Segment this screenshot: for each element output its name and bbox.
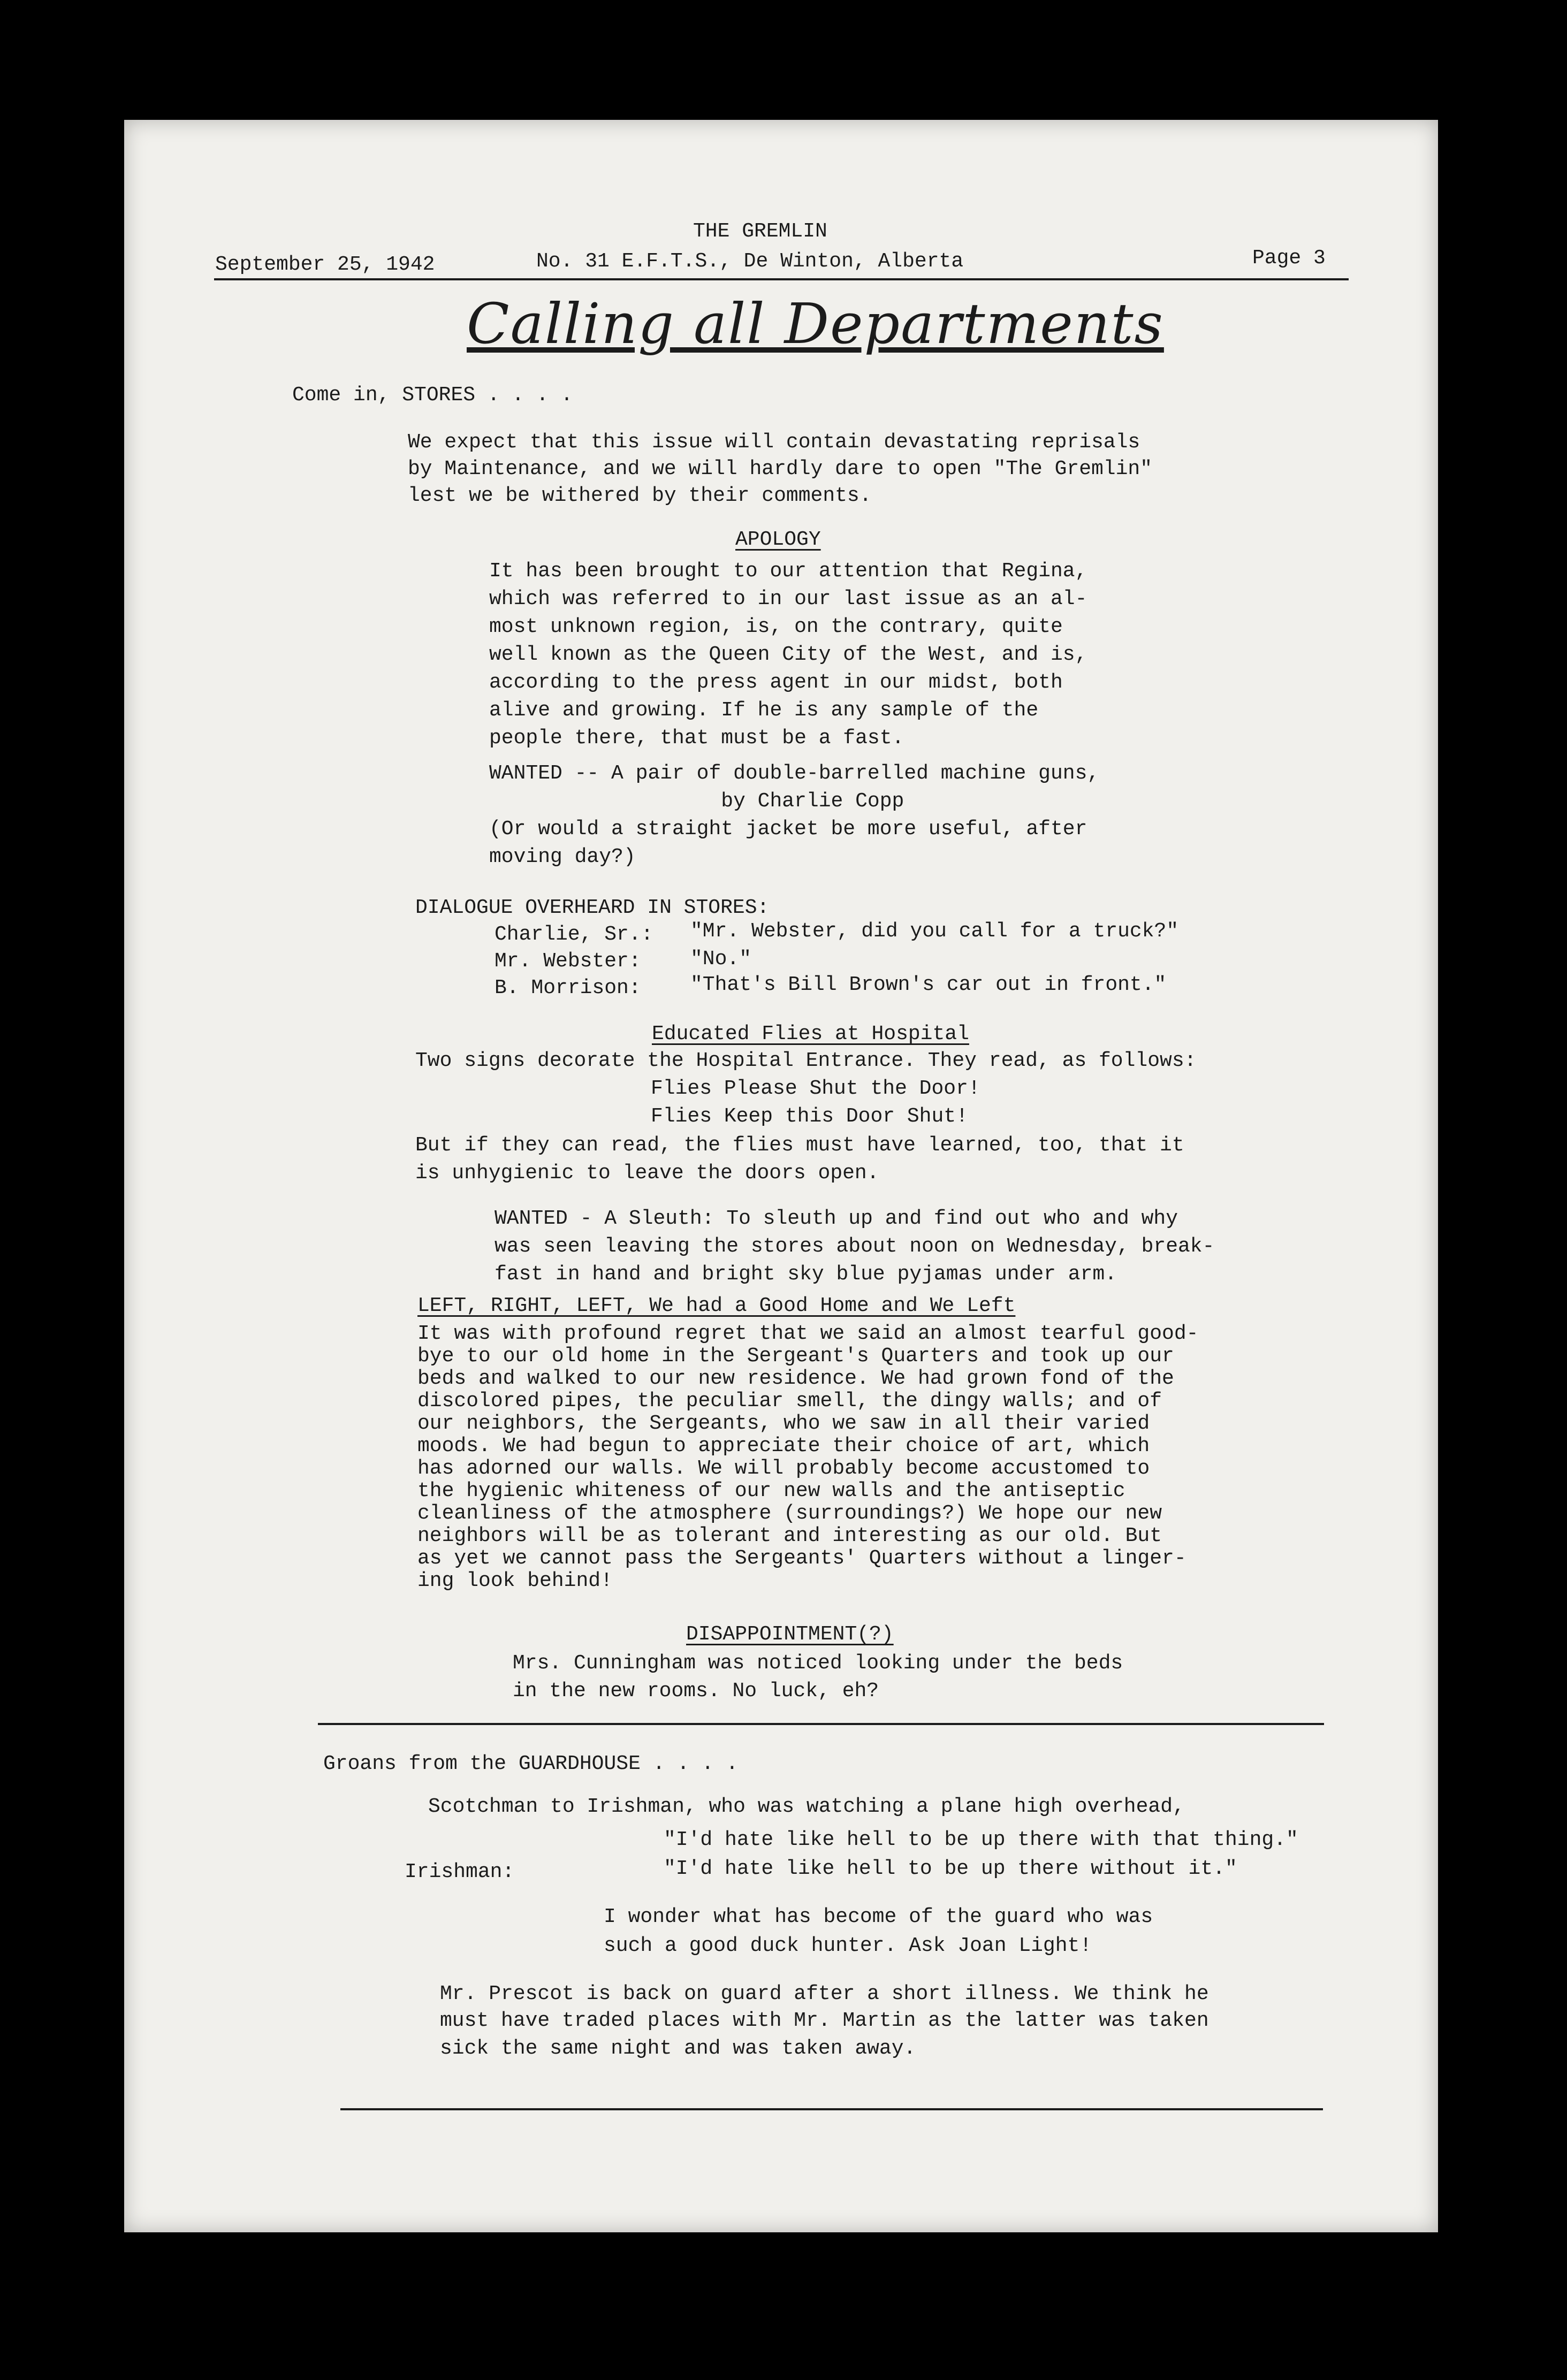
text-line: which was referred to in our last issue as an al- [489, 588, 1087, 611]
newsletter-title: THE GREMLIN [693, 220, 827, 243]
text-line: the hygienic whiteness of our new walls and the antiseptic [417, 1479, 1125, 1502]
text-line: WANTED -- A pair of double-barrelled machine guns, [489, 762, 1100, 785]
joke-scot-line: "I'd hate like hell to be up there with that thing." [664, 1828, 1298, 1851]
dialogue-speaker: Charlie, Sr.: [495, 923, 653, 946]
flies-sign: Flies Please Shut the Door! [651, 1077, 980, 1100]
bottom-rule [340, 2108, 1323, 2110]
unit-location: No. 31 E.F.T.S., De Winton, Alberta [536, 250, 964, 273]
text-line: fast in hand and bright sky blue pyjamas under arm. [495, 1263, 1117, 1286]
handwritten-headline: Calling all Departments [467, 291, 1164, 356]
text-line: as yet we cannot pass the Sergeants' Quarters without a linger- [417, 1547, 1186, 1570]
text-line: It has been brought to our attention that Regina, [489, 560, 1087, 583]
flies-outro: is unhygienic to leave the doors open. [415, 1162, 879, 1185]
left-right-body [417, 1323, 1198, 1592]
wanted-machine-guns [489, 760, 1099, 871]
flies-intro: Two signs decorate the Hospital Entrance. They read, as follows: [415, 1049, 1197, 1072]
apology-heading: APOLOGY [735, 528, 821, 551]
joke-intro: Scotchman to Irishman, who was watching a plane high overhead, [428, 1795, 1185, 1818]
apology-body [489, 558, 1087, 752]
dialogue-line: "No." [690, 948, 752, 971]
text-line: by Charlie Copp [489, 790, 904, 813]
guard-line: I wonder what has become of the guard who was [604, 1905, 1153, 1928]
text-line: beds and walked to our new residence. We had grown fond of the [417, 1367, 1174, 1390]
text-line: lest we be withered by their comments. [408, 484, 872, 507]
guard-line: such a good duck hunter. Ask Joan Light! [604, 1934, 1092, 1957]
section-intro-guardhouse: Groans from the GUARDHOUSE . . . . [323, 1752, 739, 1775]
prescot-line: must have traded places with Mr. Martin as the latter was taken [440, 2009, 1209, 2032]
prescot-line: Mr. Prescot is back on guard after a short illness. We think he [440, 1982, 1209, 2005]
text-line: most unknown region, is, on the contrary, quite [489, 615, 1063, 638]
text-line: people there, that must be a fast. [489, 727, 904, 750]
text-line: bye to our old home in the Sergeant's Quarters and took up our [417, 1345, 1174, 1368]
text-line: according to the press agent in our midst, both [489, 671, 1063, 694]
text-line: ing look behind! [417, 1569, 613, 1592]
flies-heading: Educated Flies at Hospital [652, 1023, 969, 1046]
text-line: alive and growing. If he is any sample of the [489, 699, 1039, 722]
text-line: (Or would a straight jacket be more useful, after [489, 818, 1087, 841]
dialogue-line: "Mr. Webster, did you call for a truck?" [690, 920, 1179, 943]
text-line: was seen leaving the stores about noon on Wednesday, break- [495, 1235, 1215, 1258]
flies-sign: Flies Keep this Door Shut! [651, 1105, 968, 1128]
text-line: well known as the Queen City of the West, and is, [489, 643, 1087, 666]
text-line: WANTED - A Sleuth: To sleuth up and find out who and why [495, 1207, 1178, 1230]
text-line: moods. We had begun to appreciate their choice of art, which [417, 1435, 1150, 1458]
prescot-line: sick the same night and was taken away. [440, 2037, 916, 2060]
flies-outro: But if they can read, the flies must have learned, too, that it [415, 1134, 1184, 1157]
masthead-rule [214, 278, 1349, 280]
text-line: discolored pipes, the peculiar smell, the dingy walls; and of [417, 1390, 1162, 1413]
text-line: our neighbors, the Sergeants, who we saw in all their varied [417, 1412, 1150, 1435]
issue-date: September 25, 1942 [215, 253, 435, 276]
text-line: has adorned our walls. We will probably become accustomed to [417, 1457, 1150, 1480]
text-line: moving day?) [489, 845, 636, 868]
dialogue-line: "That's Bill Brown's car out in front." [690, 973, 1167, 996]
joke-irish-speaker: Irishman: [405, 1860, 515, 1883]
disappointment-line: Mrs. Cunningham was noticed looking under the beds [513, 1652, 1123, 1675]
joke-irish-line: "I'd hate like hell to be up there without it." [664, 1857, 1237, 1880]
dialogue-speaker: B. Morrison: [495, 977, 641, 1000]
stores-paragraph [408, 429, 1152, 509]
text-line: neighbors will be as tolerant and interesting as our old. But [417, 1524, 1162, 1547]
section-divider [318, 1723, 1324, 1725]
disappointment-line: in the new rooms. No luck, eh? [513, 1680, 879, 1703]
text-line: We expect that this issue will contain devastating reprisals [408, 431, 1140, 454]
dialogue-speaker: Mr. Webster: [495, 950, 641, 973]
dialogue-heading: DIALOGUE OVERHEARD IN STORES: [415, 896, 770, 919]
document-page [124, 120, 1438, 2232]
text-line: cleanliness of the atmosphere (surroundings?) We hope our new [417, 1502, 1162, 1525]
section-intro-stores: Come in, STORES . . . . [292, 384, 573, 407]
page-number: Page 3 [1252, 247, 1326, 270]
disappointment-heading: DISAPPOINTMENT(?) [686, 1623, 894, 1646]
left-right-heading: LEFT, RIGHT, LEFT, We had a Good Home and We Left [417, 1294, 1016, 1317]
text-line: by Maintenance, and we will hardly dare to open "The Gremlin" [408, 457, 1153, 480]
wanted-sleuth [495, 1205, 1214, 1288]
text-line: It was with profound regret that we said an almost tearful good- [417, 1322, 1199, 1345]
